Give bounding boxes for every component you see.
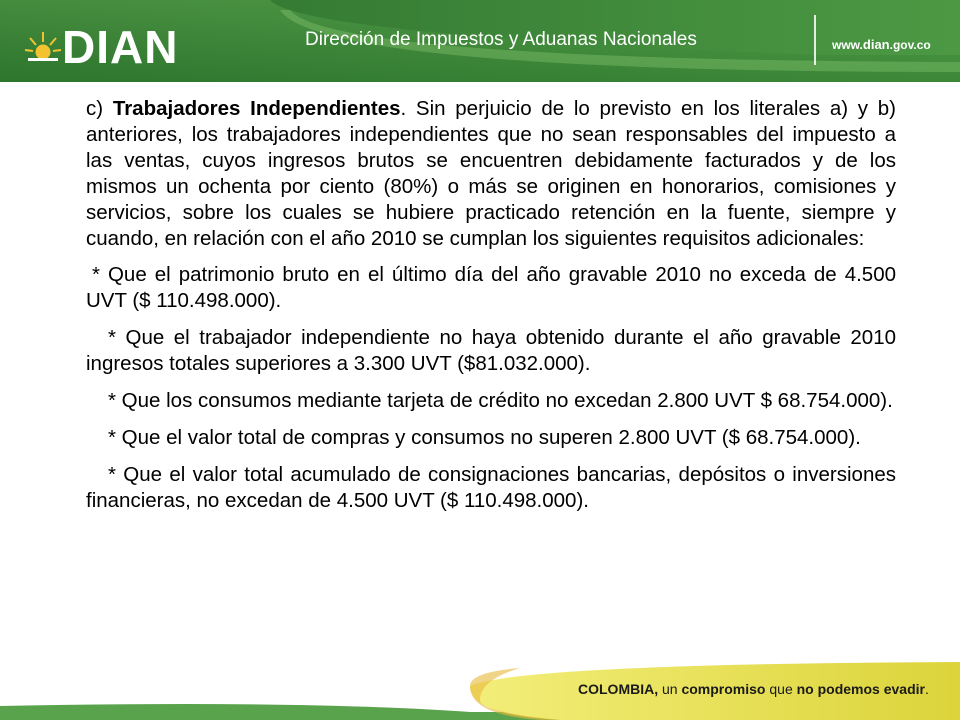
requirement-item: * Que el valor total acumulado de consignaciones bancarias, depósitos o inversiones financieras, no excedan de 4.500 UVT ($ 110.498.000). <box>86 463 896 512</box>
requirement-item: * Que los consumos mediante tarjeta de crédito no excedan 2.800 UVT $ 68.754.000). <box>108 389 893 412</box>
slogan-bold: compromiso <box>681 681 766 697</box>
intro-label: c) <box>86 97 113 120</box>
intro-paragraph <box>86 96 896 252</box>
url-prefix: www. <box>832 38 863 52</box>
slogan-colombia: COLOMBIA, <box>578 681 659 697</box>
header-banner <box>0 0 960 82</box>
footer-slogan <box>578 681 929 697</box>
requirement-item: * Que el valor total de compras y consumos no superen 2.800 UVT ($ 68.754.000). <box>108 426 861 449</box>
logo-text: DIAN <box>62 21 179 73</box>
requirement-item: * Que el patrimonio bruto en el último día del año gravable 2010 no exceda de 4.500 UVT ($ 110.498.000). <box>86 263 896 312</box>
intro-text: . Sin perjuicio de lo previsto en los literales a) y b) anteriores, los trabajadores independientes que no sean responsables del impuesto a las ventas, cuyos ingresos brutos se encuentren debidamente facturados y de los mismos un ochenta por ciento (80%) o más se originen en honorarios, comisiones y servicios, sobre los cuales se hubiere practicado retención en la fuente, siempre y cuando, en relación con el año 2010 se cumplan los siguientes requisitos adicionales: <box>86 97 897 250</box>
slide-content <box>86 96 896 525</box>
slogan-text: que <box>765 681 797 697</box>
sun-logo-icon <box>24 30 62 64</box>
header-subtitle: Dirección de Impuestos y Aduanas Nacionales <box>305 29 697 50</box>
requirement-item: * Que el trabajador independiente no haya obtenido durante el año gravable 2010 ingresos totales superiores a 3.300 UVT ($81.032.000). <box>86 326 896 375</box>
slogan-text: un <box>658 681 682 697</box>
slogan-bold: no podemos evadir <box>796 681 925 697</box>
intro-heading: Trabajadores Independientes <box>112 97 401 120</box>
url-domain: dian <box>862 37 890 52</box>
website-url[interactable] <box>832 37 931 52</box>
slogan-period: . <box>924 681 929 697</box>
url-suffix: .gov.co <box>889 38 931 52</box>
